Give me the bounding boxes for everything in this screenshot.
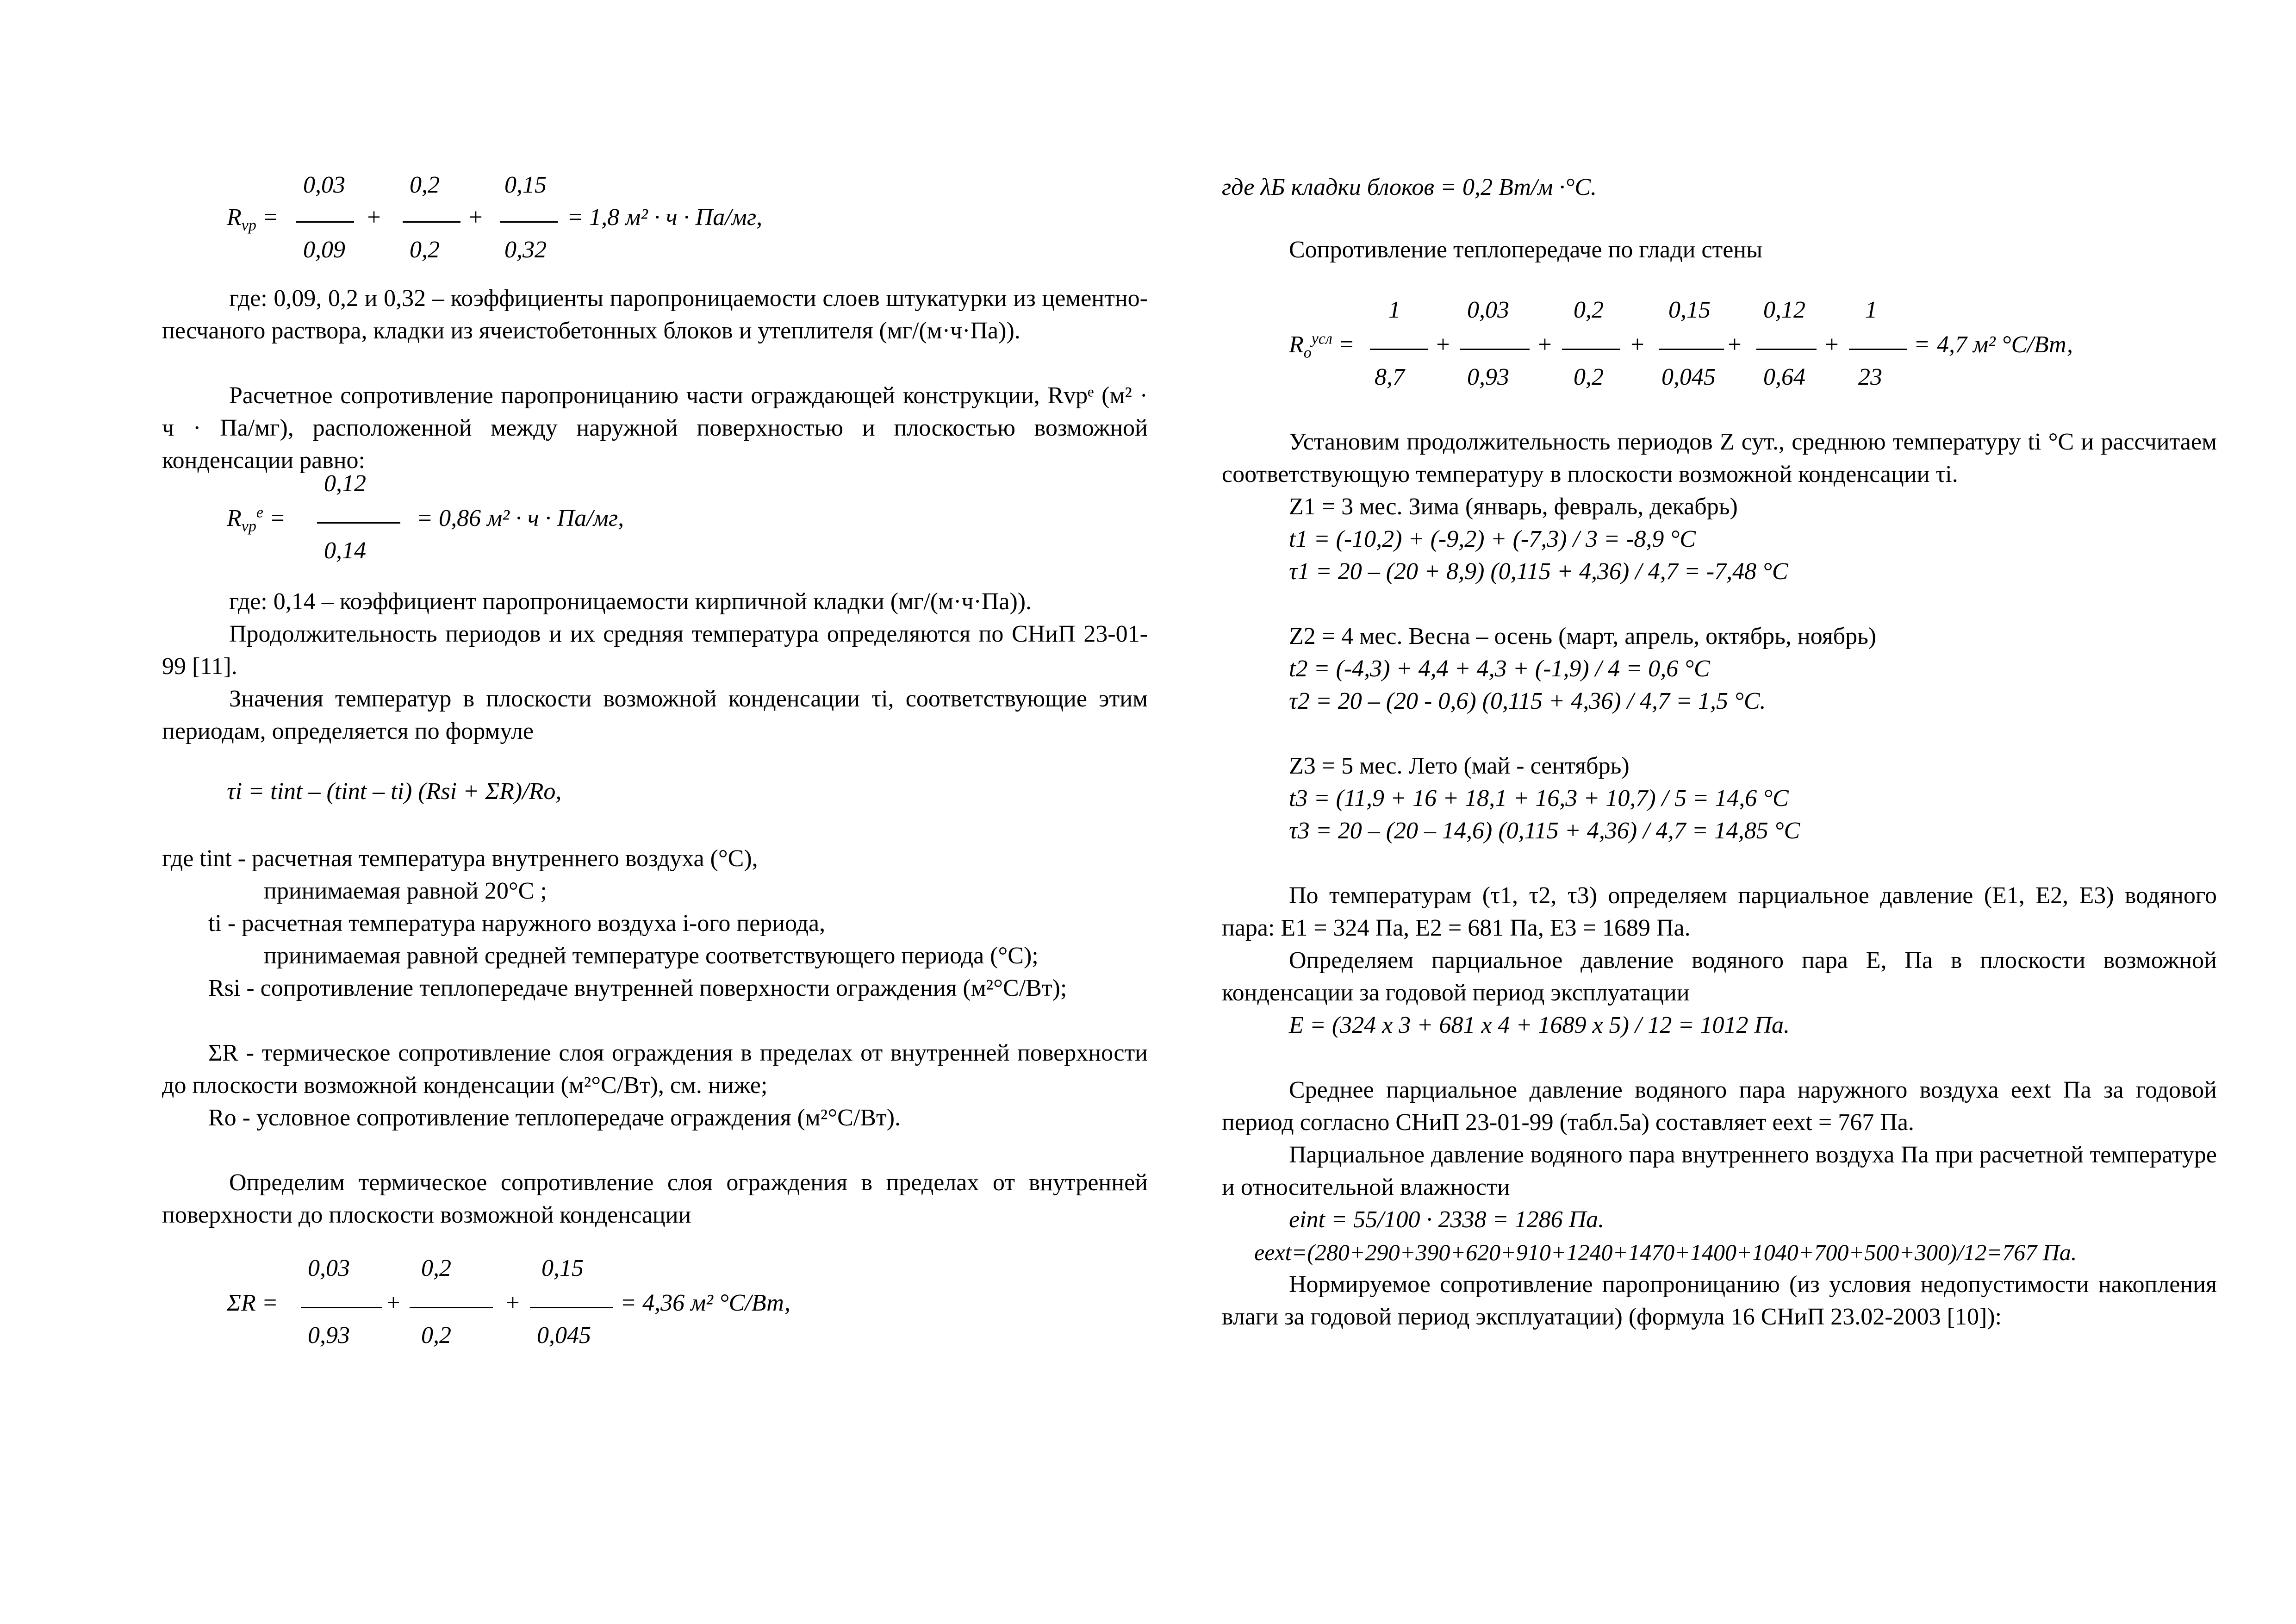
period-z2: Z2 = 4 мес. Весна – осень (март, апрель, октябрь, ноябрь) — [1289, 623, 1877, 650]
period-z1: Z1 = 3 мес. Зима (январь, февраль, декабрь) — [1289, 493, 1738, 520]
definition-tint-value: принимаемая равной 20°С ; — [264, 878, 547, 904]
period-tau1: τ1 = 20 – (20 + 8,9) (0,115 + 4,36) / 4,7 = -7,48 °С — [1289, 558, 1788, 585]
equation-sum-r: ΣR = 0,03 0,93 + 0,2 0,2 + 0,15 0,045 = 4,36 м² °С/Вт, — [227, 1255, 791, 1349]
equation-eint: eint = 55/100 · 2338 = 1286 Па. — [1289, 1206, 1605, 1233]
paragraph-partial-pressures: По температурам (τ1, τ2, τ3) определяем парциальное давление (E1, E2, E3) водяного пара: E1 = 324 Па, E2 = 681 Па, E3 = 1689 Па. — [1222, 882, 2217, 941]
paragraph-thermal-resistance: Определим термическое сопротивление слоя ограждения в пределах от внутренней поверхности до плоскости возможной конденсации — [162, 1169, 1148, 1228]
definition-ro: Ro - условное сопротивление теплопередаче ограждения (м²°С/Вт). — [208, 1105, 901, 1131]
where-lambda: где λБ кладки блоков = 0,2 Вт/м ·°С. — [1222, 174, 1597, 200]
paragraph-define-e: Определяем парциальное давление водяного пара Е, Па в плоскости возможной конденсации за годовой период эксплуатации — [1222, 947, 2217, 1006]
period-t2: t2 = (-4,3) + 4,4 + 4,3 + (-1,9) / 4 = 0,6 °С — [1289, 656, 1710, 682]
paragraph-brick-coefficient: где: 0,14 – коэффициент паропроницаемости кирпичной кладки (мг/(м·ч·Па)). — [229, 588, 1032, 615]
paragraph-temperature-values: Значения температур в плоскости возможной конденсации τi, соответствующие этим периодам, определяется по формуле — [162, 686, 1148, 744]
equation-eext: eext=(280+290+390+620+910+1240+1470+1400+1040+700+500+300)/12=767 Па. — [1254, 1239, 2077, 1265]
equation-rvpe: $R_{vp}^e$ = 0,12 0,14 = 0,86 м² · ч · Па/мг, — [227, 470, 624, 564]
equation-ro: $R_o^{усл}$ = 1 8,7 + 0,03 0,93 + 0,2 0,2 + 0,15 0,045 + 0,12 0,64 + 1 23 = 4,7 м² °С/Вт, — [1289, 297, 2073, 390]
paragraph-external-pressure: Среднее парциальное давление водяного пара наружного воздуха eext Па за годовой период согласно СНиП 23-01-99 (табл.5а) составляет eext = 767 Па. — [1222, 1077, 2217, 1136]
paragraph-vapor-resistance: Расчетное сопротивление паропроницанию части ограждающей конструкции, Rvpᵉ (м² · ч · Па/мг), расположенной между наружной поверхностью и плоскостью возможной конденсации равно: — [162, 382, 1148, 474]
period-z3: Z3 = 5 мес. Лето (май - сентябрь) — [1289, 753, 1630, 779]
definition-sum-r: ΣR - термическое сопротивление слоя ограждения в пределах от внутренней поверхности до плоскости возможной конденсации (м²°С/Вт), см. ниже; — [162, 1040, 1148, 1099]
paragraph-permeability-coefficients: где: 0,09, 0,2 и 0,32 – коэффициенты паропроницаемости слоев штукатурки из цементно-песчаного раствора, кладки из ячеистобетонных блоков и утеплителя (мг/(м·ч·Па)). — [162, 285, 1148, 344]
period-t1: t1 = (-10,2) + (-9,2) + (-7,3) / 3 = -8,9 °С — [1289, 526, 1696, 552]
period-tau3: τ3 = 20 – (20 – 14,6) (0,115 + 4,36) / 4,7 = 14,85 °С — [1289, 818, 1800, 844]
equation-rvp: $R_{vp}$ = 0,03 0,09 + 0,2 0,2 + 0,15 0,32 = 1,8 м² · ч · Па/мг, — [227, 172, 763, 263]
equation-e: E = (324 х 3 + 681 х 4 + 1689 х 5) / 12 = 1012 Па. — [1289, 1012, 1790, 1038]
definition-rsi: Rsi - сопротивление теплопередаче внутренней поверхности ограждения (м²°С/Вт); — [208, 975, 1067, 1001]
paragraph-periods-duration: Продолжительность периодов и их средняя температура определяются по СНиП 23-01-99 [11]. — [162, 621, 1148, 680]
paragraph-periods-setup: Установим продолжительность периодов Z сут., среднюю температуру ti °С и рассчитаем соответствующую температуру в плоскости возможной конденсации τi. — [1222, 429, 2217, 487]
paragraph-normalized-resistance: Нормируемое сопротивление паропроницанию (из условия недопустимости накопления влаги за годовой период эксплуатации) (формула 16 СНиП 23.02-2003 [10]): — [1222, 1271, 2217, 1330]
heading-wall-resistance: Сопротивление теплопередаче по глади стены — [1289, 237, 1763, 263]
definition-ti-value: принимаемая равной средней температуре соответствующего периода (°С); — [264, 943, 1039, 969]
period-t3: t3 = (11,9 + 16 + 18,1 + 16,3 + 10,7) / 5 = 14,6 °С — [1289, 785, 1789, 812]
period-tau2: τ2 = 20 – (20 - 0,6) (0,115 + 4,36) / 4,7 = 1,5 °С. — [1289, 688, 1766, 714]
paragraph-internal-pressure: Парциальное давление водяного пара внутреннего воздуха Па при расчетной температуре и относительной влажности — [1222, 1142, 2217, 1200]
equation-tau-i: τi = tint – (tint – ti) (Rsi + ΣR)/Ro, — [227, 778, 562, 805]
definition-tint: где tint - расчетная температура внутреннего воздуха (°С), — [162, 845, 758, 872]
definition-ti: ti - расчетная температура наружного воздуха i-ого периода, — [208, 910, 826, 937]
